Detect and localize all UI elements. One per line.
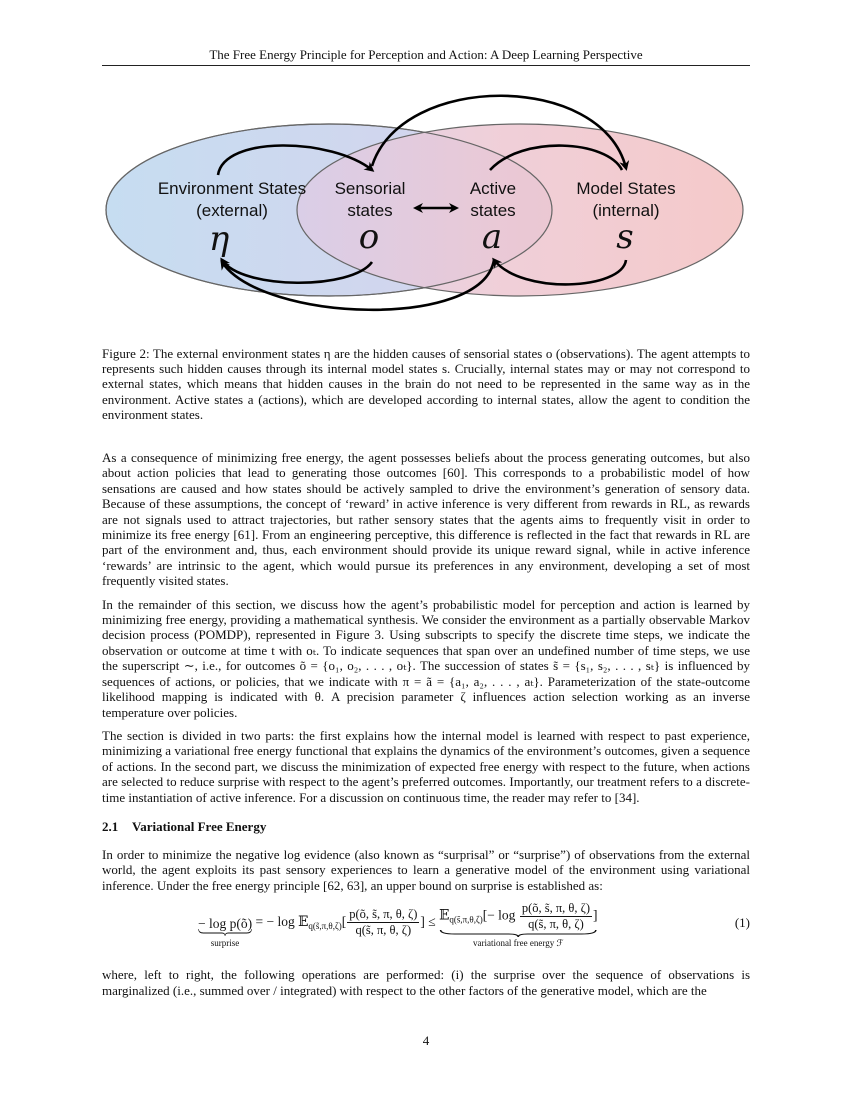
- eq-fraction-2: [520, 901, 592, 932]
- section-title: Variational Free Energy: [132, 818, 267, 834]
- model-title: Model States: [576, 179, 676, 198]
- caption-label: Figure 2:: [102, 346, 150, 361]
- body-text: [102, 450, 750, 1006]
- header-rule: [102, 65, 750, 66]
- eq-middle-subscript: q(s̃,π,θ,ζ): [308, 920, 342, 931]
- free-energy-label: variational free energy ℱ: [472, 938, 564, 949]
- eq-fraction-1: [347, 907, 419, 938]
- active-subtitle: states: [470, 201, 516, 220]
- page-number: 4: [422, 1033, 430, 1048]
- section-heading: [102, 819, 750, 835]
- eq-numerator-2: p(õ, s̃, π, θ, ζ): [521, 901, 590, 916]
- active-title: Active: [469, 179, 517, 198]
- s-symbol: s: [616, 217, 634, 257]
- after-equation-paragraph: where, left to right, the following operations are performed: (i) the surprise over the sequence of observations is marginalized (i.e., summed over / integrated) with respect to the other factors of the generative model, which are the: [102, 967, 750, 998]
- environment-subtitle: (external): [196, 201, 268, 220]
- sensorial-title: Sensorial: [334, 179, 406, 198]
- free-energy-term: 𝔼$_{q(s̃,\pi,\theta,\zeta)}$[− log $\frac{p(õ, s̃, \pi, \theta, \zeta)}{q(s̃, \pi, \theta, \zeta)}$ ] variational free energy ℱ: [439, 901, 598, 949]
- equation-number: (1): [734, 915, 750, 931]
- paragraph-2: In the remainder of this section, we discuss how the agent’s probabilistic model for perception and action is learned by minimizing free energy, providing a mathematical synthesis. We consider the environment as a partially observable Markov decision process (POMDP), represented in Figure 3. Using subscripts to specify the discrete time steps, we indicate the observation or outcome at time t with oₜ. To indicate sequences that span over an undefined number of time steps, we use the superscript ∼, i.e., for outcomes õ = {o₁, o₂, . . . , oₜ}. The succession of states s̃ = {s₁, s₂, . . . , sₜ} is influenced by sequences of actions, or policies, that we indicate with π = ã = {a₁, a₂, . . . , aₜ}. Parameterization of the state-outcome likelihood mapping is indicated with θ. A precision parameter ζ influences action selection working as an inverse temperature over policies.: [102, 596, 750, 720]
- eq-denominator-2: q(s̃, π, θ, ζ): [528, 917, 584, 932]
- underbrace-icon: [198, 928, 252, 936]
- eq-rhs-subscript: q(s̃,π,θ,ζ): [449, 914, 483, 925]
- eq-rhs-log: [− log: [482, 907, 516, 923]
- eta-symbol: η: [208, 219, 230, 259]
- eq-numerator-1: p(õ, s̃, π, θ, ζ): [349, 907, 418, 922]
- eq-rhs-prefix: 𝔼: [439, 907, 450, 923]
- running-header: The Free Energy Principle for Perception and Action: A Deep Learning Perspective: [209, 47, 643, 62]
- figure-2: [102, 90, 750, 322]
- sensorial-subtitle: states: [347, 201, 393, 220]
- caption-text: The external environment states η are the hidden causes of sensorial states o (observations). The agent attempts to represents such hidden causes through its internal model states s. Crucially, internal states may or may not correspond to external states, which means that hidden causes in the brain do not need to be represented in the same way as in the environment. Active states a (actions), which are developed according to internal states, allow the agent to condition the environment states.: [102, 346, 750, 422]
- equation-body: − log p(õ) surprise = − log 𝔼$_{q(s̃,\pi,\theta,\zeta)}$[ $\frac{p(õ, s̃, \pi, \theta, \zeta)}{q(s̃, \pi, \theta, \zeta)}$ ] ≤ 𝔼$_{q(s̃,\pi,\theta,\zeta)}$[− log $\frac{p(õ, s̃, \pi, \theta, \zeta)}{q(s̃, \pi, \theta, \zeta)}$ ] variational free energy ℱ: [198, 901, 598, 949]
- eq-lhs: − log p(õ): [198, 916, 253, 932]
- eq-denominator-1: q(s̃, π, θ, ζ): [355, 923, 412, 938]
- o-symbol: o: [358, 217, 380, 257]
- paragraph-1: As a consequence of minimizing free energy, the agent possesses beliefs about the process generating outcomes, but also about action policies that lead to generating those outcomes [60]. This corresponds to a probabilistic model of how sensations are caused and how states should be actively sampled to drive the environment’s generation of sensory data. Because of these assumptions, the concept of ‘reward’ in active inference is very different from rewards in RL, as rewards are not signals used to attract trajectories, but rather sensory states that the agents aims to frequently visit in order to minimize its free energy [61]. From an engineering perceptive, this difference is reflected in the fact that rewards in RL are part of the environment and, thus, each environment should provide its unique reward signal, while in active inference ‘rewards’ are intrinsic to the agent, which would pursue its preferences in any environment, developing a set of most frequently visited states.: [102, 450, 750, 589]
- environment-title: Environment States: [157, 179, 307, 198]
- eq-middle-prefix: = − log 𝔼: [255, 913, 309, 929]
- underbrace-icon: [439, 929, 597, 937]
- eq-leq: ≤: [428, 913, 436, 929]
- figure-caption: [102, 346, 750, 422]
- markov-blanket-diagram: [102, 90, 750, 322]
- surprise-label: surprise: [210, 938, 240, 949]
- section-number: 2.1: [102, 818, 119, 834]
- paragraph-3: The section is divided in two parts: the first explains how the internal model is learned with respect to past experience, minimizing a variational free energy functional that explains the dynamics of the environment’s outcomes, given a sequence of actions. In the second part, we discuss the minimization of expected free energy with respect to the future, when actions are selected to reduce surprise with respect to the agent’s preferred outcomes. Importantly, our treatment refers to a discrete-time instantiation of active inference. For a discussion on continuous time, the reader may refer to [34].: [102, 727, 750, 805]
- section-paragraph: In order to minimize the negative log evidence (also known as “surprisal” or “surprise”) of observations from the external world, the agent exploits its past sensory experiences to learn a generative model of the environment using variational inference. Under the free energy principle [62, 63], an upper bound on surprise is established as:: [102, 846, 750, 893]
- surprise-term: [198, 916, 252, 948]
- equation-1: [102, 901, 750, 961]
- model-subtitle: (internal): [592, 201, 660, 220]
- a-symbol: a: [481, 217, 503, 257]
